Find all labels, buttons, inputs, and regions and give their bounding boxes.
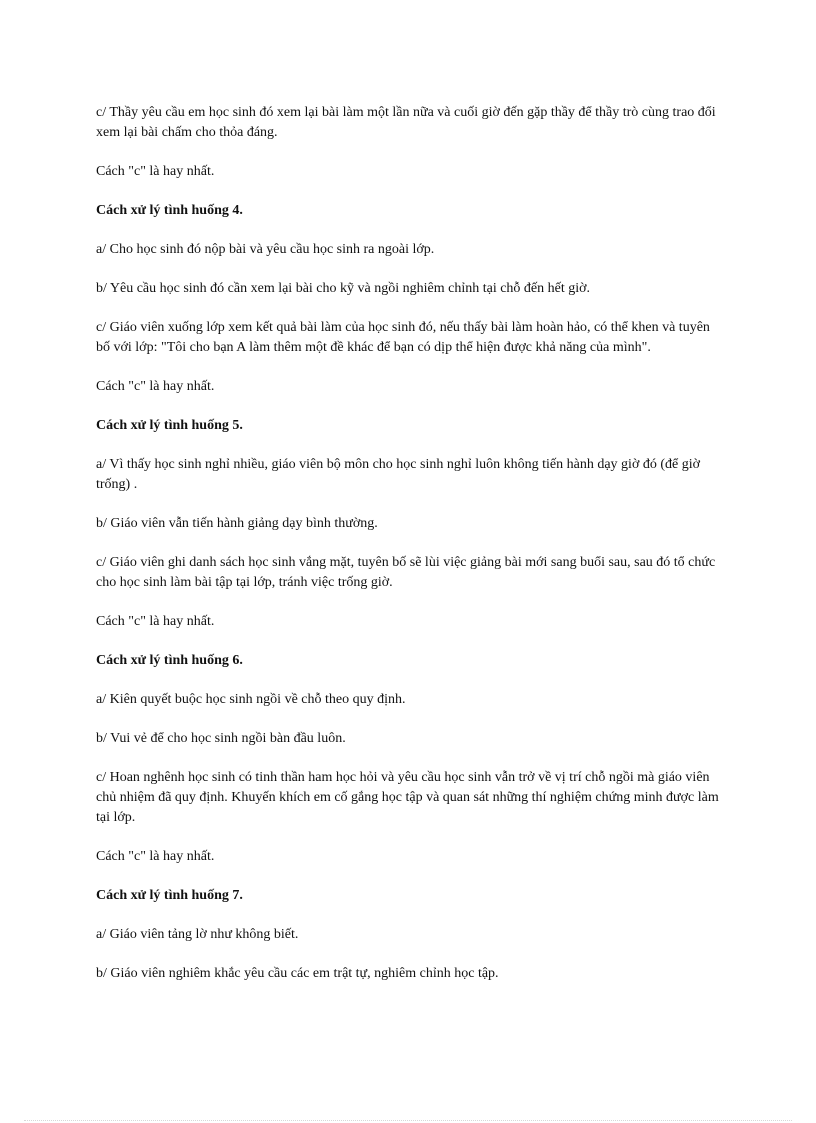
paragraph: a/ Giáo viên tảng lờ như không biết. xyxy=(96,927,299,942)
paragraph: Cách "c" là hay nhất. xyxy=(96,379,215,394)
section-heading: Cách xử lý tình huống 6. xyxy=(96,653,243,668)
paragraph: b/ Yêu cầu học sinh đó cần xem lại bài cho kỹ và ngồi nghiêm chỉnh tại chỗ đến hết giờ. xyxy=(96,281,591,296)
paragraph: b/ Giáo viên nghiêm khắc yêu cầu các em trật tự, nghiêm chỉnh học tập. xyxy=(96,966,499,981)
page-bottom-divider xyxy=(24,1120,792,1121)
section-heading: Cách xử lý tình huống 5. xyxy=(96,418,243,433)
paragraph: b/ Giáo viên vẫn tiến hành giảng dạy bình thường. xyxy=(96,516,378,531)
paragraph: Cách "c" là hay nhất. xyxy=(96,614,215,629)
paragraph: c/ Giáo viên ghi danh sách học sinh vắng mặt, tuyên bố sẽ lùi việc giảng bài mới sang buổi sau, sau đó tổ chức cho học sinh làm bài tập tại lớp, tránh việc trống giờ. xyxy=(96,555,716,590)
paragraph: a/ Vì thấy học sinh nghỉ nhiều, giáo viên bộ môn cho học sinh nghỉ luôn không tiến hành dạy giờ đó (để giờ trống) . xyxy=(96,457,701,492)
document-page xyxy=(96,103,720,1003)
section-heading: Cách xử lý tình huống 4. xyxy=(96,203,243,218)
paragraph: c/ Giáo viên xuống lớp xem kết quả bài làm của học sinh đó, nếu thấy bài làm hoàn hảo, có thể khen và tuyên bố với lớp: "Tôi cho bạn A làm thêm một đề khác để bạn có dịp thể hiện được khả năng của mình". xyxy=(96,320,710,355)
paragraph: Cách "c" là hay nhất. xyxy=(96,164,215,179)
paragraph: Cách "c" là hay nhất. xyxy=(96,849,215,864)
section-heading: Cách xử lý tình huống 7. xyxy=(96,888,243,903)
paragraph: b/ Vui vẻ để cho học sinh ngồi bàn đầu luôn. xyxy=(96,731,346,746)
paragraph: a/ Kiên quyết buộc học sinh ngồi về chỗ theo quy định. xyxy=(96,692,406,707)
paragraph: c/ Thầy yêu cầu em học sinh đó xem lại bài làm một lần nữa và cuối giờ đến gặp thầy để thầy trò cùng trao đổi xem lại bài chấm cho thỏa đáng. xyxy=(96,105,716,140)
paragraph: a/ Cho học sinh đó nộp bài và yêu cầu học sinh ra ngoài lớp. xyxy=(96,242,435,257)
paragraph: c/ Hoan nghênh học sinh có tinh thần ham học hỏi và yêu cầu học sinh vẫn trở về vị trí chỗ ngồi mà giáo viên chủ nhiệm đã quy định. Khuyến khích em cố gắng học tập và quan sát những thí nghiệm chứng minh được làm tại lớp. xyxy=(96,770,719,825)
